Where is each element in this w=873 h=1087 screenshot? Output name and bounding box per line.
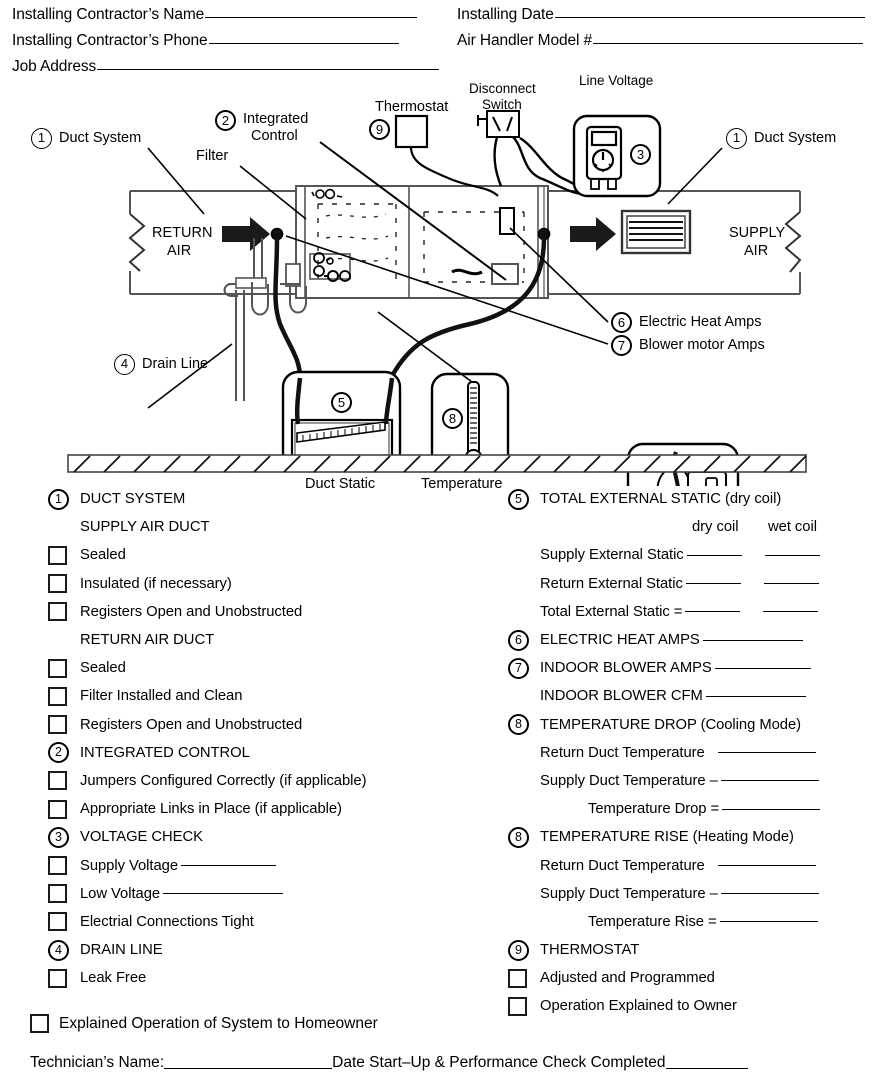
checklist-row-body xyxy=(80,519,209,535)
field-rule-supply-external-static[interactable] xyxy=(687,555,742,556)
checklist-label-return-duct-temperature: Return Duct Temperature xyxy=(540,857,705,874)
checklist-row-total-external-static-dry-coil xyxy=(500,485,860,513)
section-number-cell xyxy=(40,940,80,961)
checkbox-operation-explained-to-owner[interactable] xyxy=(508,997,527,1016)
field-contractor-phone xyxy=(12,32,399,50)
label-duct-system-left: Duct System xyxy=(59,130,142,146)
checkbox-cell xyxy=(40,659,80,678)
checklist-label-adjusted-and-programmed: Adjusted and Programmed xyxy=(540,970,715,987)
checklist-row-supply-voltage[interactable] xyxy=(40,851,470,879)
section-number-5: 5 xyxy=(508,489,529,510)
checkbox-low-voltage[interactable] xyxy=(48,884,67,903)
checklist-row-body xyxy=(540,688,806,704)
checkbox-cell xyxy=(40,602,80,621)
checkbox-sealed[interactable] xyxy=(48,659,67,678)
field-rule-supply-duct-temperature[interactable] xyxy=(721,893,819,894)
checklist-row-electrial-connections-tight[interactable] xyxy=(40,908,470,936)
checklist-row-body xyxy=(540,829,794,845)
field-rule-supply-voltage[interactable] xyxy=(181,865,276,866)
callout-1-duct-right: 1 xyxy=(726,128,747,149)
callout-2-integrated-control: 2 xyxy=(215,110,236,131)
section-number-cell xyxy=(500,630,540,651)
checkbox-filter-installed-and-clean[interactable] xyxy=(48,687,67,706)
label-filter: Filter xyxy=(196,148,229,164)
section-number-9: 9 xyxy=(508,940,529,961)
checklist-row-low-voltage[interactable] xyxy=(40,880,470,908)
checklist-label-low-voltage: Low Voltage xyxy=(80,885,161,902)
callout-5-duct-static: 5 xyxy=(331,392,352,413)
checklist-row-insulated-if-necessary[interactable] xyxy=(40,570,470,598)
field-rule-technician-name[interactable] xyxy=(164,1067,332,1069)
callout-1-duct-left: 1 xyxy=(31,128,52,149)
checkbox-cell xyxy=(40,912,80,931)
checklist-row-integrated-control xyxy=(40,739,470,767)
checklist-row-supply-external-static xyxy=(500,541,860,569)
checklist-row-body xyxy=(540,801,820,817)
checklist-label-registers-open-and-unobstructed: Registers Open and Unobstructed xyxy=(80,603,303,620)
label-date-completed: Date Start–Up & Performance Check Completed xyxy=(332,1054,666,1071)
label-line-voltage: Line Voltage xyxy=(579,73,654,88)
section-number-cell xyxy=(500,827,540,848)
label-supply-air-line2: AIR xyxy=(744,243,769,259)
checklist-row-voltage-check xyxy=(40,823,470,851)
field-label-installing-date: Installing Date xyxy=(457,6,554,23)
checklist-label-supply-voltage: Supply Voltage xyxy=(80,857,179,874)
checklist-row-body xyxy=(80,970,146,986)
checkbox-insulated-if-necessary[interactable] xyxy=(48,574,67,593)
field-rule-return-duct-temperature[interactable] xyxy=(718,865,816,866)
callout-4-drain-line: 4 xyxy=(114,354,135,375)
checklist-row-body xyxy=(540,576,819,592)
field-label-job-address: Job Address xyxy=(12,58,97,75)
checklist-row-body xyxy=(80,491,185,507)
coil-header-dry-coil: dry coil xyxy=(692,519,739,536)
checklist-row-body xyxy=(80,801,342,817)
field-contractor-name xyxy=(12,6,417,24)
checkbox-cell xyxy=(500,997,540,1016)
checkbox-cell xyxy=(40,715,80,734)
field-rule-job-address[interactable] xyxy=(97,68,439,70)
checklist-row-leak-free[interactable] xyxy=(40,964,470,992)
checklist-row-body xyxy=(540,660,811,676)
label-return-air-line1: RETURN xyxy=(152,225,213,241)
checklist-label-integrated-control: INTEGRATED CONTROL xyxy=(80,744,250,761)
checklist-label-voltage-check: VOLTAGE CHECK xyxy=(80,829,203,846)
checklist-row-sealed[interactable] xyxy=(40,654,470,682)
checklist-label-duct-system: DUCT SYSTEM xyxy=(80,491,186,508)
air-handler-diagram xyxy=(0,73,873,492)
inspection-checklist xyxy=(0,485,873,1015)
checklist-row-drain-line xyxy=(40,936,470,964)
checklist-column-right xyxy=(500,485,860,1021)
section-number-3: 3 xyxy=(48,827,69,848)
label-disconnect-line1: Disconnect xyxy=(469,81,536,96)
checklist-row-body xyxy=(80,688,242,704)
field-label-air-handler-model: Air Handler Model # xyxy=(457,32,593,49)
checkbox-registers-open-and-unobstructed[interactable] xyxy=(48,602,67,621)
field-rule-contractor-phone[interactable] xyxy=(209,42,399,44)
section-number-cell xyxy=(40,827,80,848)
section-number-7: 7 xyxy=(508,658,529,679)
field-rule-indoor-blower-amps[interactable] xyxy=(715,668,811,669)
field-rule-installing-date[interactable] xyxy=(555,16,865,18)
checklist-row-body xyxy=(540,632,803,648)
checklist-row-filter-installed-and-clean[interactable] xyxy=(40,682,470,710)
checklist-label-jumpers-configured-correctly-if-applicable: Jumpers Configured Correctly (if applicable) xyxy=(80,772,367,789)
checkbox-cell xyxy=(40,771,80,790)
checklist-label-drain-line: DRAIN LINE xyxy=(80,942,163,959)
checklist-row-temperature-rise-heating-mode xyxy=(500,823,860,851)
checklist-row-body xyxy=(540,745,816,761)
checkbox-cell xyxy=(40,969,80,988)
field-rule-temperature-rise[interactable] xyxy=(720,921,818,922)
checklist-row-body xyxy=(80,829,203,845)
checklist-row-body xyxy=(80,886,283,902)
field-air-handler-model xyxy=(457,32,863,50)
checklist-label-supply-duct-temperature: Supply Duct Temperature – xyxy=(540,885,718,902)
label-temperature: Temperature xyxy=(421,476,503,492)
label-return-air-line2: AIR xyxy=(167,243,192,259)
checklist-label-supply-air-duct: SUPPLY AIR DUCT xyxy=(80,519,210,536)
checklist-row-body xyxy=(540,914,818,930)
section-number-4: 4 xyxy=(48,940,69,961)
checklist-row-body xyxy=(80,914,254,930)
section-number-2: 2 xyxy=(48,742,69,763)
checklist-label-return-duct-temperature: Return Duct Temperature xyxy=(540,744,705,761)
checklist-row-total-external-static xyxy=(500,598,860,626)
checklist-row-duct-system xyxy=(40,485,470,513)
field-rule-electric-heat-amps[interactable] xyxy=(703,640,803,641)
section-number-8: 8 xyxy=(508,714,529,735)
label-duct-static: Duct Static xyxy=(305,476,376,492)
checklist-label-total-external-static: Total External Static = xyxy=(540,603,683,620)
checklist-row-body xyxy=(540,998,737,1014)
checklist-label-temperature-drop-cooling-mode: TEMPERATURE DROP (Cooling Mode) xyxy=(540,716,802,733)
checklist-row-temperature-drop xyxy=(500,795,860,823)
label-blower-motor-amps: Blower motor Amps xyxy=(639,337,765,353)
checklist-row-body xyxy=(80,576,232,592)
checkbox-cell xyxy=(40,800,80,819)
checkbox-appropriate-links-in-place-if-applicable[interactable] xyxy=(48,800,67,819)
label-explained-operation-homeowner: Explained Operation of System to Homeowner xyxy=(59,1014,378,1032)
field-rule-total-external-static[interactable] xyxy=(685,611,740,612)
field-rule-wet-total-external-static[interactable] xyxy=(763,611,818,612)
checklist-row-body xyxy=(540,773,819,789)
label-duct-system-right: Duct System xyxy=(754,130,837,146)
checklist-row-indoor-blower-amps xyxy=(500,654,860,682)
label-disconnect-line2: Switch xyxy=(482,97,522,112)
checklist-label-temperature-rise-heating-mode: TEMPERATURE RISE (Heating Mode) xyxy=(540,829,794,846)
checklist-row-supply-duct-temperature xyxy=(500,767,860,795)
checklist-label-supply-external-static: Supply External Static xyxy=(540,547,684,564)
checklist-label-electric-heat-amps: ELECTRIC HEAT AMPS xyxy=(540,632,700,649)
checklist-label-return-air-duct: RETURN AIR DUCT xyxy=(80,632,215,649)
section-number-cell xyxy=(500,714,540,735)
checklist-row-coil-headers-1 xyxy=(500,513,860,541)
field-rule-air-handler-model[interactable] xyxy=(593,42,863,44)
checklist-label-sealed: Sealed xyxy=(80,547,126,564)
checklist-row-body xyxy=(540,942,639,958)
field-rule-contractor-name[interactable] xyxy=(205,16,417,18)
field-rule-wet-supply-external-static[interactable] xyxy=(765,555,820,556)
field-rule-supply-duct-temperature[interactable] xyxy=(721,780,819,781)
field-installing-date xyxy=(457,6,865,24)
checkbox-electrial-connections-tight[interactable] xyxy=(48,912,67,931)
checklist-row-registers-open-and-unobstructed[interactable] xyxy=(40,598,470,626)
checklist-row-temperature-drop-cooling-mode xyxy=(500,711,860,739)
checklist-row-body xyxy=(80,547,126,563)
checklist-row-body xyxy=(540,547,820,563)
section-number-6: 6 xyxy=(508,630,529,651)
checkbox-cell xyxy=(40,856,80,875)
field-rule-wet-return-external-static[interactable] xyxy=(764,583,819,584)
homeowner-explanation-row xyxy=(30,1014,378,1033)
checklist-label-registers-open-and-unobstructed: Registers Open and Unobstructed xyxy=(80,716,303,733)
checklist-row-body xyxy=(80,660,126,676)
checklist-row-electric-heat-amps xyxy=(500,626,860,654)
checklist-row-body xyxy=(540,519,844,535)
field-job-address xyxy=(12,58,439,76)
checklist-row-appropriate-links-in-place-if-applicable[interactable] xyxy=(40,795,470,823)
label-technician-name: Technician’s Name: xyxy=(30,1054,165,1071)
label-drain-line: Drain Line xyxy=(142,356,209,372)
checkbox-jumpers-configured-correctly-if-applicable[interactable] xyxy=(48,771,67,790)
checklist-row-body xyxy=(80,745,250,761)
checklist-row-body xyxy=(80,717,302,733)
field-rule-return-duct-temperature[interactable] xyxy=(718,752,816,753)
checklist-label-thermostat: THERMOSTAT xyxy=(540,942,640,959)
checklist-row-sealed[interactable] xyxy=(40,541,470,569)
section-number-1: 1 xyxy=(48,489,69,510)
checkbox-cell xyxy=(40,546,80,565)
checkbox-supply-voltage[interactable] xyxy=(48,856,67,875)
checkbox-cell xyxy=(40,687,80,706)
checklist-label-operation-explained-to-owner: Operation Explained to Owner xyxy=(540,998,737,1015)
checklist-row-thermostat xyxy=(500,936,860,964)
field-rule-return-external-static[interactable] xyxy=(686,583,741,584)
field-label-contractor-phone: Installing Contractor’s Phone xyxy=(12,32,208,49)
label-electric-heat-amps: Electric Heat Amps xyxy=(639,314,762,330)
field-rule-temperature-drop[interactable] xyxy=(722,809,820,810)
section-number-cell xyxy=(500,489,540,510)
checklist-row-supply-air-duct xyxy=(40,513,470,541)
checklist-row-return-external-static xyxy=(500,570,860,598)
label-integrated-control-line1: Integrated xyxy=(243,111,309,127)
checklist-label-leak-free: Leak Free xyxy=(80,970,147,987)
checklist-label-return-external-static: Return External Static xyxy=(540,575,683,592)
checklist-row-body xyxy=(540,858,816,874)
section-number-cell xyxy=(500,940,540,961)
checkbox-sealed[interactable] xyxy=(48,546,67,565)
checklist-row-body xyxy=(80,858,276,874)
field-label-contractor-name: Installing Contractor’s Name xyxy=(12,6,205,23)
checklist-row-body xyxy=(80,604,302,620)
checklist-row-return-air-duct xyxy=(40,626,470,654)
checklist-label-supply-duct-temperature: Supply Duct Temperature – xyxy=(540,772,718,789)
checkbox-cell xyxy=(40,884,80,903)
section-number-8: 8 xyxy=(508,827,529,848)
checkbox-cell xyxy=(40,574,80,593)
callout-3-line-voltage: 3 xyxy=(630,144,651,165)
checklist-row-supply-duct-temperature xyxy=(500,880,860,908)
checklist-row-body xyxy=(540,970,715,986)
checklist-label-electrial-connections-tight: Electrial Connections Tight xyxy=(80,913,254,930)
checklist-row-jumpers-configured-correctly-if-applicable[interactable] xyxy=(40,767,470,795)
checklist-row-indoor-blower-cfm xyxy=(500,682,860,710)
checklist-row-body xyxy=(540,604,818,620)
label-supply-air-line1: SUPPLY xyxy=(729,225,786,241)
checklist-label-indoor-blower-amps: INDOOR BLOWER AMPS xyxy=(540,660,712,677)
checklist-row-body xyxy=(540,717,801,733)
checklist-label-total-external-static-dry-coil: TOTAL EXTERNAL STATIC (dry coil) xyxy=(540,491,782,508)
checklist-column-left xyxy=(40,485,470,992)
checklist-row-return-duct-temperature xyxy=(500,851,860,879)
field-rule-low-voltage[interactable] xyxy=(163,893,283,894)
checklist-row-body xyxy=(80,632,214,648)
section-number-cell xyxy=(40,742,80,763)
checklist-label-filter-installed-and-clean: Filter Installed and Clean xyxy=(80,688,243,705)
checklist-label-sealed: Sealed xyxy=(80,660,126,677)
checkbox-explained-operation-homeowner[interactable] xyxy=(30,1014,49,1033)
checkbox-registers-open-and-unobstructed[interactable] xyxy=(48,715,67,734)
callout-8-temperature: 8 xyxy=(442,408,463,429)
callout-6-electric-heat: 6 xyxy=(611,312,632,333)
field-rule-date-completed[interactable] xyxy=(666,1067,748,1069)
checklist-label-temperature-rise: Temperature Rise = xyxy=(588,913,717,930)
checkbox-leak-free[interactable] xyxy=(48,969,67,988)
checkbox-adjusted-and-programmed[interactable] xyxy=(508,969,527,988)
coil-header-wet-coil: wet coil xyxy=(768,519,817,536)
checklist-row-body xyxy=(80,942,163,958)
technician-signoff-row xyxy=(30,1054,748,1072)
checklist-row-body xyxy=(80,773,366,789)
section-number-cell xyxy=(40,489,80,510)
field-rule-indoor-blower-cfm[interactable] xyxy=(706,696,806,697)
callout-7-blower-motor: 7 xyxy=(611,335,632,356)
label-integrated-control-line2: Control xyxy=(251,128,298,144)
checklist-label-insulated-if-necessary: Insulated (if necessary) xyxy=(80,575,232,592)
checkbox-cell xyxy=(500,969,540,988)
checklist-row-operation-explained-to-owner[interactable] xyxy=(500,992,860,1020)
label-thermostat: Thermostat xyxy=(375,99,449,115)
checklist-row-return-duct-temperature xyxy=(500,739,860,767)
checklist-row-body xyxy=(540,491,781,507)
checklist-label-appropriate-links-in-place-if-applicable: Appropriate Links in Place (if applicable) xyxy=(80,801,342,818)
section-number-cell xyxy=(500,658,540,679)
checklist-label-temperature-drop: Temperature Drop = xyxy=(588,801,720,818)
checklist-row-adjusted-and-programmed[interactable] xyxy=(500,964,860,992)
checklist-row-body xyxy=(540,886,819,902)
checklist-row-registers-open-and-unobstructed[interactable] xyxy=(40,711,470,739)
checklist-row-temperature-rise xyxy=(500,908,860,936)
checklist-label-indoor-blower-cfm: INDOOR BLOWER CFM xyxy=(540,688,703,705)
callout-9-thermostat: 9 xyxy=(369,119,390,140)
